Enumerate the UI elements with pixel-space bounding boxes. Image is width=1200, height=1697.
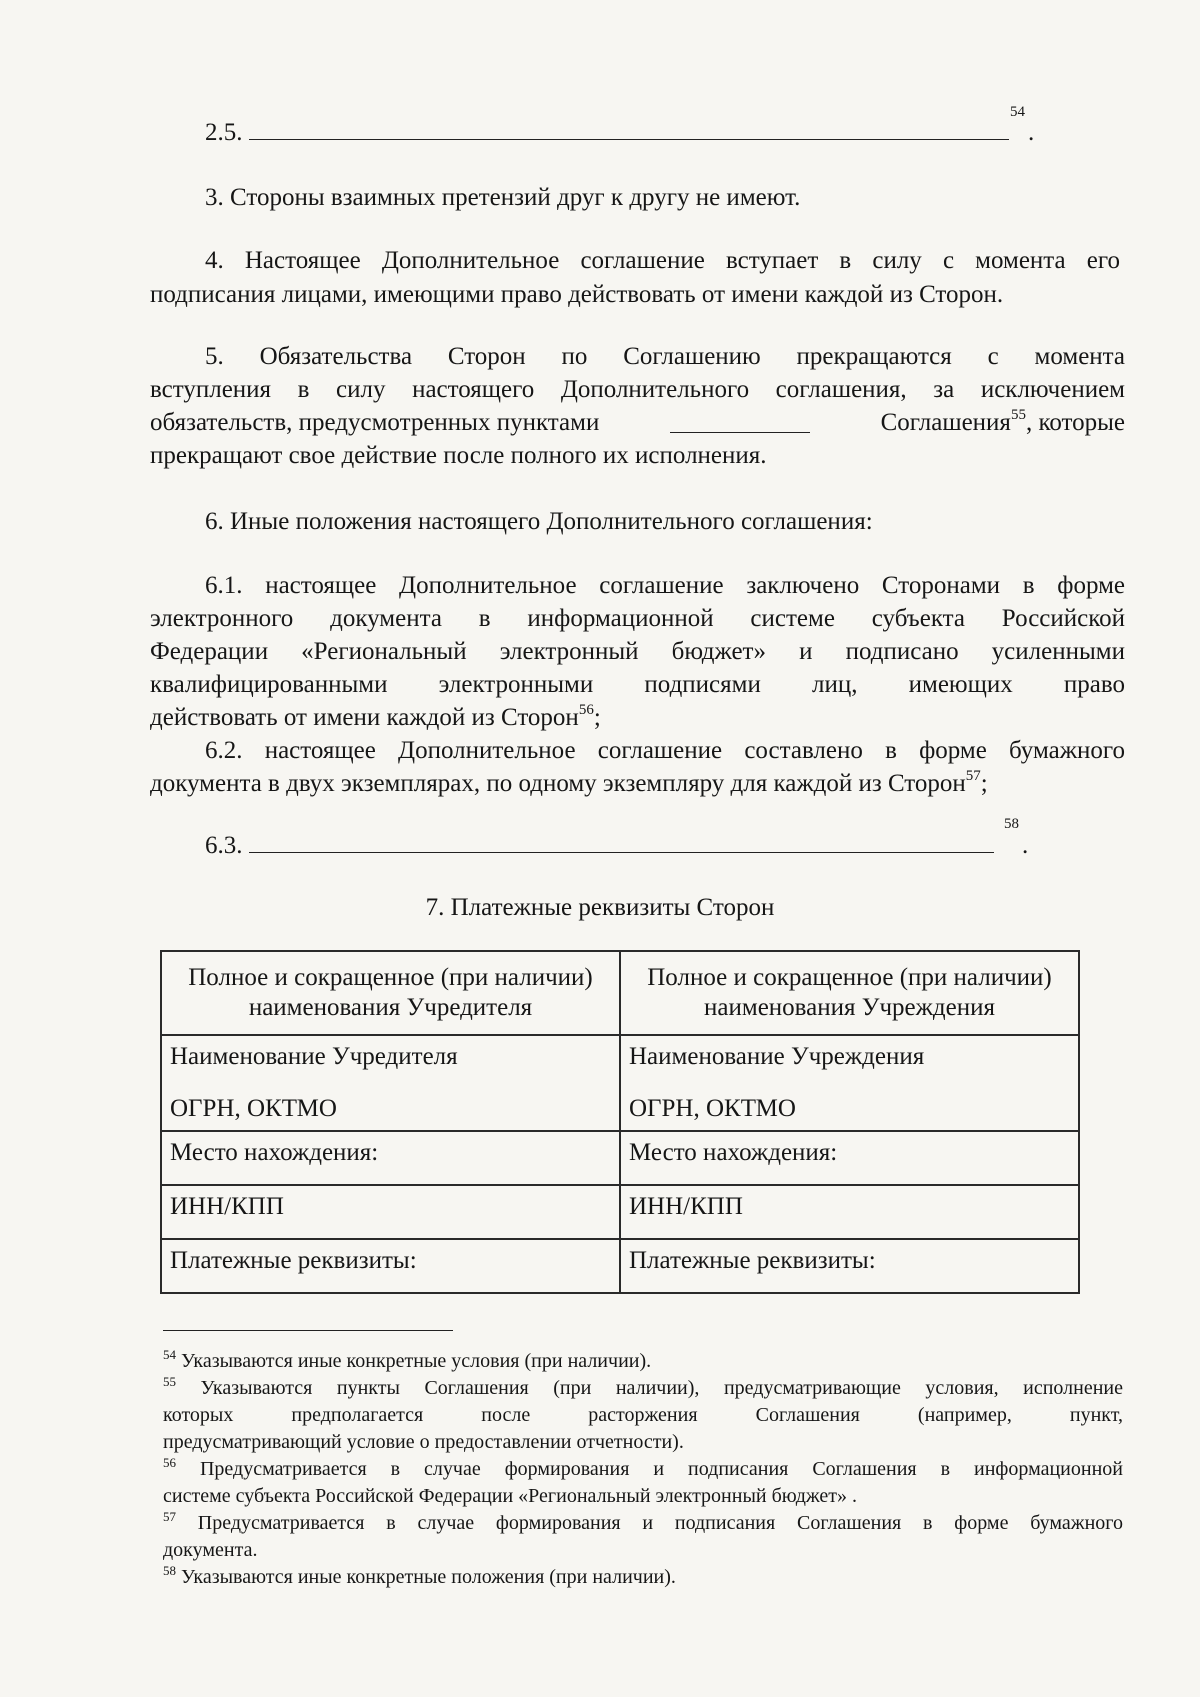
section-heading-payment-details: 7. Платежные реквизиты Сторон <box>425 894 775 921</box>
clause-5-line-3 <box>150 408 1125 438</box>
clause-6-1-line-2: электронного документа в информационной системе субъекта Российской <box>150 605 1125 632</box>
institution-location: Место нахождения: <box>620 1131 1079 1185</box>
footnote-text: Указываются иные конкретные условия (при наличии). <box>181 1350 652 1372</box>
footnote-55-line-2: которых предполагается после расторжения Соглашения (например, пункт, <box>163 1404 1123 1426</box>
clause-5-text-b <box>881 408 1125 438</box>
footnote-55-line-1 <box>163 1375 1123 1402</box>
clause-6-1-line-4: квалифицированными электронными подписями лиц, имеющих право <box>150 671 1125 698</box>
clause-6-2-text: документа в двух экземплярах, по одному экземпляру для каждой из Сторон <box>150 770 966 797</box>
clause-number: 2.5. <box>205 119 243 146</box>
footnote-number: 54 <box>163 1347 176 1362</box>
footnote-text: Указываются иные конкретные положения (при наличии). <box>181 1566 676 1588</box>
footnote-number: 55 <box>163 1374 176 1389</box>
institution-payment: Платежные реквизиты: <box>620 1239 1079 1293</box>
institution-ogrn: ОГРН, ОКТМО <box>629 1095 796 1122</box>
footnote-56-line-1 <box>163 1456 1123 1483</box>
footnote-ref-55: 55 <box>1010 407 1026 423</box>
footnote-ref-57: 57 <box>965 768 981 784</box>
footnote-text: Указываются пункты Соглашения (при наличии), предусматривающие условия, исполнение <box>200 1377 1123 1399</box>
footnote-text: Предусматривается в случае формирования и подписания Соглашения в форме бумажного <box>197 1512 1124 1534</box>
clause-number: 6.3. <box>205 832 243 859</box>
header-institution: Полное и сокращенное (при наличии) наименования Учреждения <box>620 951 1079 1035</box>
clause-6-1-text: действовать от имени каждой из Сторон <box>150 704 579 731</box>
clause-6-3 <box>205 831 994 861</box>
clause-5-line-4: прекращают свое действие после полного их исполнения. <box>150 442 767 469</box>
clause-5-line-1: 5. Обязательства Сторон по Соглашению прекращаются с момента <box>205 343 1125 370</box>
institution-name-cell <box>620 1035 1079 1131</box>
clause-6-1-line-3: Федерации «Региональный электронный бюджет» и подписано усиленными <box>150 638 1125 665</box>
blank-line <box>670 408 810 433</box>
blank-line <box>249 852 994 853</box>
clause-2-5-end: . <box>1028 119 1035 146</box>
founder-name: Наименование Учредителя <box>170 1043 458 1070</box>
clause-6-1-line-5 <box>150 703 601 733</box>
semicolon: ; <box>980 770 988 797</box>
footnote-ref-54: 54 <box>1010 104 1025 120</box>
institution-name: Наименование Учреждения <box>629 1043 925 1070</box>
footnote-divider <box>163 1330 453 1331</box>
table-header-row <box>161 951 1079 1035</box>
clause-4-line-1: 4. Настоящее Дополнительное соглашение вступает в силу с момента его <box>205 247 1120 274</box>
footnote-56-line-2: системе субъекта Российской Федерации «Региональный электронный бюджет» . <box>163 1485 858 1507</box>
founder-payment: Платежные реквизиты: <box>161 1239 620 1293</box>
table-row <box>161 1185 1079 1239</box>
clause-2-5 <box>205 118 1009 148</box>
footnote-54 <box>163 1348 651 1375</box>
clause-6-2-line-1: 6.2. настоящее Дополнительное соглашение составлено в форме бумажного <box>205 737 1125 764</box>
clause-3: 3. Стороны взаимных претензий друг к другу не имеют. <box>205 184 801 211</box>
semicolon: ; <box>593 704 601 731</box>
founder-ogrn: ОГРН, ОКТМО <box>170 1095 337 1122</box>
header-founder: Полное и сокращенное (при наличии) наименования Учредителя <box>161 951 620 1035</box>
clause-6-1-line-1: 6.1. настоящее Дополнительное соглашение заключено Сторонами в форме <box>205 572 1125 599</box>
footnote-ref-58: 58 <box>1004 816 1019 832</box>
institution-inn: ИНН/КПП <box>620 1185 1079 1239</box>
table-row <box>161 1239 1079 1293</box>
clause-4-line-2: подписания лицами, имеющими право действовать от имени каждой из Сторон. <box>150 281 1004 308</box>
footnote-number: 58 <box>163 1563 176 1578</box>
founder-location: Место нахождения: <box>161 1131 620 1185</box>
footnote-ref-56: 56 <box>578 702 594 718</box>
which-word: , которые <box>1025 409 1125 436</box>
table-row <box>161 1035 1079 1131</box>
clause-6: 6. Иные положения настоящего Дополнительного соглашения: <box>205 508 873 535</box>
footnote-57-line-1 <box>163 1510 1123 1537</box>
agreement-word: Соглашения <box>880 409 1011 436</box>
table-row <box>161 1131 1079 1185</box>
clause-6-2-line-2 <box>150 769 988 799</box>
blank-line <box>249 139 1009 140</box>
footnote-number: 57 <box>163 1509 176 1524</box>
clause-6-3-end: . <box>1022 832 1029 859</box>
founder-inn: ИНН/КПП <box>161 1185 620 1239</box>
footnote-57-line-2: документа. <box>163 1539 258 1561</box>
requisites-table <box>160 950 1080 1294</box>
footnote-number: 56 <box>163 1455 176 1470</box>
clause-5-line-2: вступления в силу настоящего Дополнительного соглашения, за исключением <box>150 376 1125 403</box>
clause-5-text-a: обязательств, предусмотренных пунктами <box>150 409 600 436</box>
footnote-text: Предусматривается в случае формирования и подписания Соглашения в информационной <box>199 1458 1123 1480</box>
founder-name-cell <box>161 1035 620 1131</box>
footnote-58 <box>163 1564 676 1591</box>
footnote-55-line-3: предусматривающий условие о предоставлении отчетности). <box>163 1431 684 1453</box>
